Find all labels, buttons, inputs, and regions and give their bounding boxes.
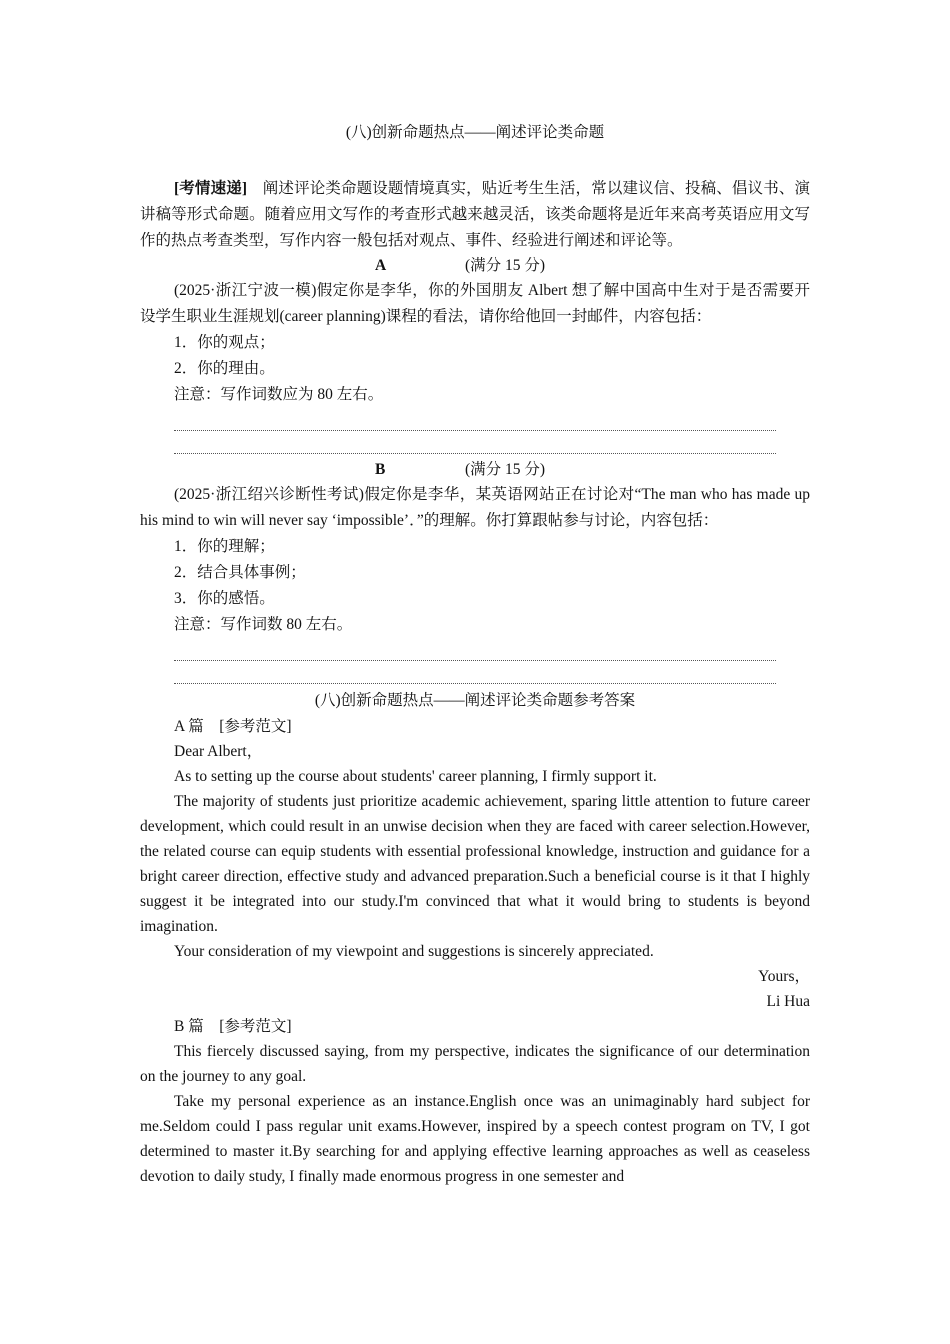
intro-text: 阐述评论类命题设题情境真实，贴近考生生活，常以建议信、投稿、倡议书、演讲稿等形式命题。随着应用文写作的考查形式越来越灵活，该类命题将是近年来高考英语应用文写作的热点考查类型，写作内容一般包括对观点、事件、经验进行阐述和评论等。 [140, 180, 810, 249]
answer-a-signature: Li Hua [766, 993, 810, 1010]
section-b-heading [140, 458, 810, 482]
section-a-prompt: (2025·浙江宁波一模)假定你是李华，你的外国朋友 Albert 想了解中国高中生对于是否需要开设学生职业生涯规划(career planning)课程的看法，请你给他回一封邮件，内容包括： [140, 282, 810, 325]
section-a-letter: A [375, 257, 387, 274]
answer-b-label: B 篇 [参考范文] [174, 1018, 292, 1035]
answer-line [174, 441, 776, 454]
answer-b-paragraph: Take my personal experience as an instance.English once was an unimaginably hard subject for me.Seldom could I pass regular unit exams.However, inspired by a speech contest program on TV, I got determined to master it.By searching for and applying effective learning approaches as well as ceaseless devotion to daily study, I finally made enormous progress in one semester and [140, 1093, 810, 1185]
section-a-heading [140, 254, 810, 278]
section-b-prompt: (2025·浙江绍兴诊断性考试)假定你是李华，某英语网站正在讨论对“The man who has made up his mind to win will never say ‘impossible’．”的理解。你打算跟帖参与讨论，内容包括： [140, 486, 810, 529]
section-b-letter: B [375, 461, 386, 478]
section-b-item: 2．结合具体事例； [174, 564, 306, 581]
answers-title: (八)创新命题热点——阐述评论类命题参考答案 [314, 692, 636, 709]
answer-a-closing: Yours， [758, 968, 810, 985]
answer-a-paragraph: Your consideration of my viewpoint and suggestions is sincerely appreciated. [174, 943, 654, 960]
answer-a-paragraph: The majority of students just prioritize academic achievement, sparing little attention to future career development, which could result in an unwise decision when they are faced with career selection.However, the related course can equip students with essential professional knowledge, instruction and guidance for a bright career direction, effective study and advanced preparation.Such a beneficial course is it that I highly suggest it be integrated into our study.I'm convinced that what it would bring to students is beyond imagination. [140, 793, 810, 935]
section-b-score: (满分 15 分) [465, 461, 546, 478]
answer-a-greeting: Dear Albert， [174, 743, 263, 760]
answer-b-paragraph: This fiercely discussed saying, from my perspective, indicates the significance of our determination on the journey to any goal. [140, 1043, 810, 1085]
section-a-note: 注意：写作词数应为 80 左右。 [174, 386, 384, 403]
answer-a-paragraph: As to setting up the course about students' career planning, I firmly support it. [174, 768, 657, 785]
section-b-note: 注意：写作词数 80 左右。 [174, 616, 353, 633]
section-a-item: 2．你的理由。 [174, 360, 275, 377]
answer-line [174, 648, 776, 661]
page-title: (八)创新命题热点——阐述评论类命题 [345, 124, 605, 141]
section-a-item: 1．你的观点； [174, 334, 275, 351]
section-a-score: (满分 15 分) [465, 257, 546, 274]
section-b-item: 1．你的理解； [174, 538, 275, 555]
answer-line [174, 671, 776, 684]
answer-line [174, 418, 776, 431]
answer-a-label: A 篇 [参考范文] [174, 718, 292, 735]
document-content [140, 120, 810, 1189]
answers-section [140, 714, 810, 1189]
intro-paragraph [140, 176, 810, 254]
section-b-item: 3．你的感悟。 [174, 590, 275, 607]
intro-label: [考情速递] [174, 180, 248, 197]
